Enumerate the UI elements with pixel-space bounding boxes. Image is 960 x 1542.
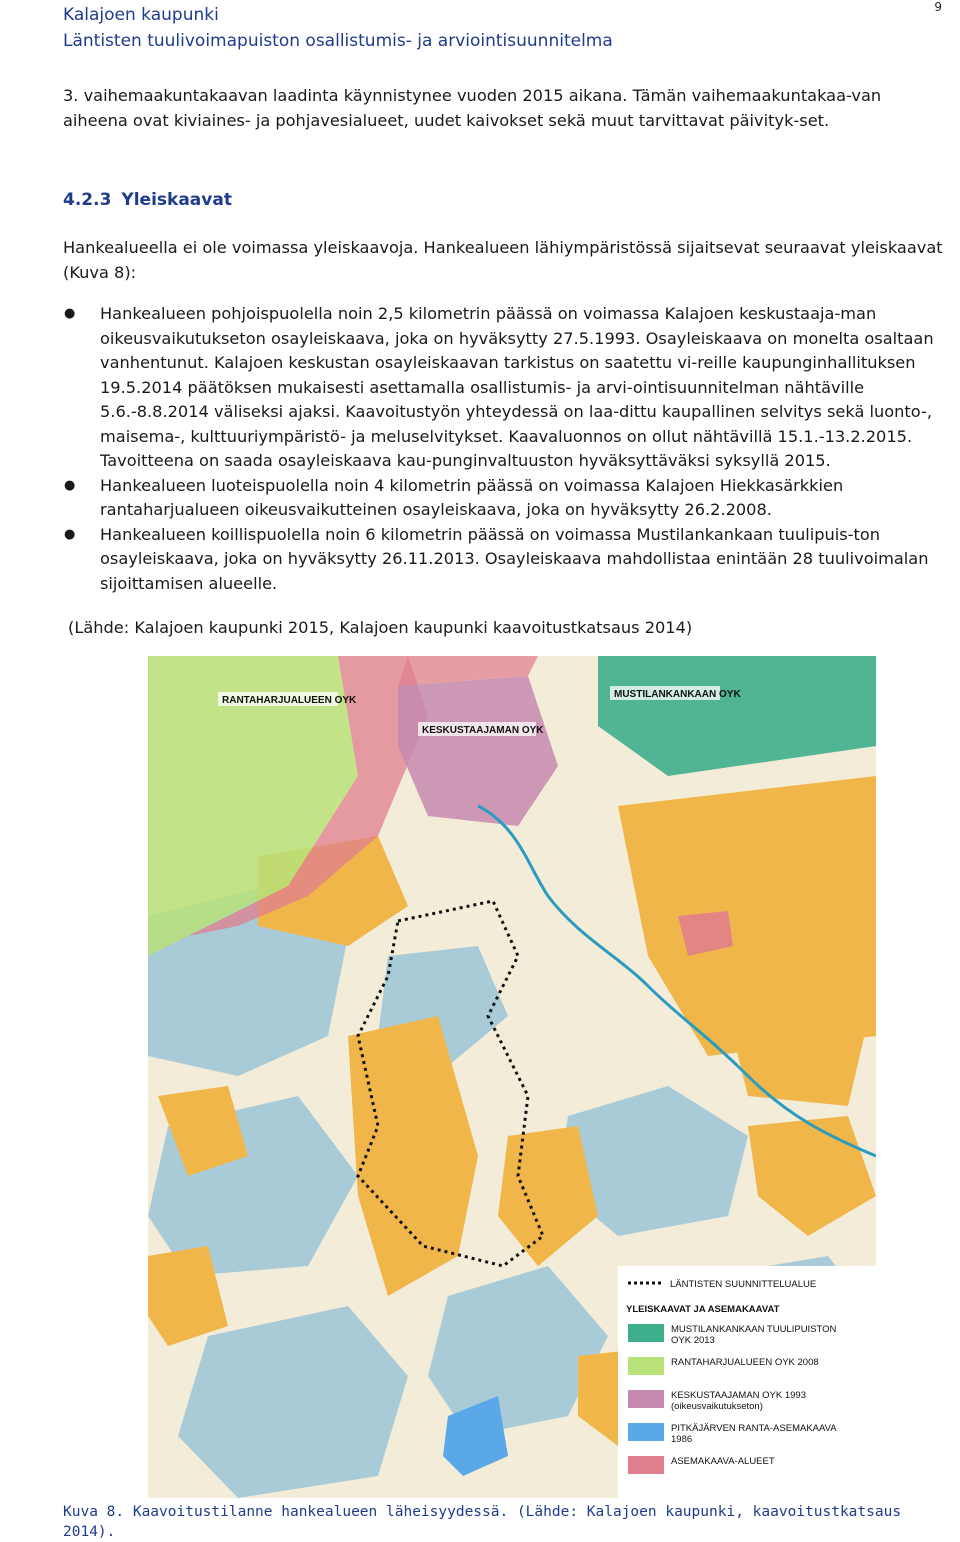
label-keskusta: KESKUSTAAJAMAN OYK bbox=[422, 725, 544, 736]
page-number: 9 bbox=[934, 0, 942, 14]
list-item: ● Hankealueen pohjoispuolella noin 2,5 kilometrin päässä on voimassa Kalajoen keskustaaja-man oikeusvaikutukseton osayleiskaava, joka on hyväksytty 27.5.1993. Osayleiskaava on monelta osaltaan vanhentunut. Kalajoen keskustan osayleiskaavan tarkistus on saatettu vi-reille kaupunginhallituksen 19.5.2014 päätöksen mukaisesti asettamalla osallistumis- ja arvi-ointisuunnitelman nähtäville 5.6.-8.8.2014 väliseksi ajaksi. Kaavoitustyön yhteydessä on laa-dittu kaupallinen selvitys sekä luonto-, maisema-, kulttuuriympäristö- ja meluselvitykset. Kaavaluonnos on ollut nähtävillä 15.1.-13.2.2015. Tavoitteena on saada osayleiskaava kau-punginvaltuuston hyväksyttäväksi syksyllä 2015. bbox=[64, 304, 934, 470]
legend-item-label: MUSTILANKANKAAN TUULIPUISTON bbox=[671, 1324, 837, 1335]
section-paragraph: Hankealueella ei ole voimassa yleiskaavoja. Hankealueen lähiympäristössä sijaitsevat seuraavat yleiskaavat (Kuva 8): bbox=[63, 238, 943, 282]
intro-paragraph: 3. vaihemaakuntakaavan laadinta käynnistynee vuoden 2015 aikana. Tämän vaihemaakuntakaa-van aiheena ovat kiviaines- ja pohjavesialueet, uudet kaivokset sekä muut tarvittavat päivityk-set. bbox=[63, 86, 882, 130]
label-rantaharju: RANTAHARJUALUEEN OYK bbox=[222, 695, 357, 706]
section-heading bbox=[63, 190, 232, 210]
list-item: ● Hankealueen koillispuolella noin 6 kilometrin päässä on voimassa Mustilankankaan tuulipuis-ton osayleiskaava, joka on hyväksytty 26.11.2013. Osayleiskaava mahdollistaa enintään 28 tuulivoimalan sijoittamisen alueelle. bbox=[64, 524, 929, 593]
legend-item-label: 1986 bbox=[671, 1434, 693, 1445]
label-mustilankangas: MUSTILANKANKAAN OYK bbox=[614, 689, 741, 700]
map-legend bbox=[618, 1266, 876, 1498]
legend-swatch bbox=[628, 1324, 664, 1342]
header-doc-title: Läntisten tuulivoimapuiston osallistumis- ja arviointisuunnitelma bbox=[63, 31, 613, 51]
bullet-list bbox=[63, 302, 948, 596]
legend-group-title: YLEISKAAVAT JA ASEMAKAAVAT bbox=[626, 1304, 780, 1315]
header-org: Kalajoen kaupunki bbox=[63, 5, 219, 25]
bullet-icon: ● bbox=[64, 526, 76, 542]
legend-item-label: PITKÄJÄRVEN RANTA-ASEMAKAAVA bbox=[671, 1423, 837, 1434]
legend-item-label: OYK 2013 bbox=[671, 1335, 715, 1346]
legend-planning-area: LÄNTISTEN SUUNNITTELUALUE bbox=[670, 1279, 817, 1290]
legend-swatch bbox=[628, 1423, 664, 1441]
legend-swatch bbox=[628, 1390, 664, 1408]
list-item: ● Hankealueen luoteispuolella noin 4 kilometrin päässä on voimassa Kalajoen Hiekkasärkkien rantaharjualueen oikeusvaikutteinen osayleiskaava, joka on hyväksytty 26.2.2008. bbox=[64, 475, 844, 519]
legend-item-label: KESKUSTAAJAMAN OYK 1993 bbox=[671, 1390, 806, 1401]
legend-item-label: ASEMAKAAVA-ALUEET bbox=[671, 1456, 775, 1467]
section-number: 4.2.3 bbox=[63, 190, 112, 210]
legend-swatch bbox=[628, 1456, 664, 1474]
planning-map bbox=[148, 656, 876, 1498]
source-note: (Lähde: Kalajoen kaupunki 2015, Kalajoen kaupunki kaavoitustkatsaus 2014) bbox=[68, 618, 693, 637]
legend-item-label: RANTAHARJUALUEEN OYK 2008 bbox=[671, 1357, 819, 1368]
legend-swatch bbox=[628, 1357, 664, 1375]
bullet-icon: ● bbox=[64, 306, 76, 321]
figure-caption: Kuva 8. Kaavoitustilanne hankealueen läheisyydessä. (Lähde: Kalajoen kaupunki, kaavoitustkatsaus 2014). bbox=[63, 1504, 902, 1540]
legend-item-label: (oikeusvaikutukseton) bbox=[671, 1401, 763, 1412]
section-title: Yleiskaavat bbox=[121, 190, 232, 210]
bullet-icon: ● bbox=[64, 477, 76, 493]
page-header bbox=[63, 2, 893, 54]
